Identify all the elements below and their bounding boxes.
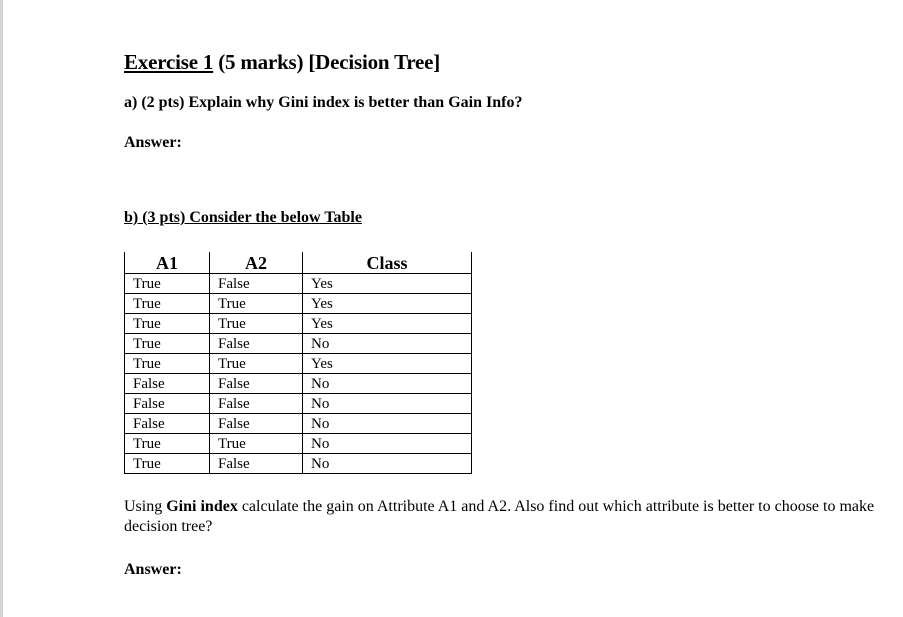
header-a1: A1 <box>125 252 210 274</box>
instruction-pre: Using <box>124 498 167 515</box>
cell-class: Yes <box>303 274 472 294</box>
cell-a2: True <box>210 314 303 334</box>
exercise-title <box>124 50 440 75</box>
exercise-title-main: Exercise 1 <box>124 50 214 74</box>
cell-class: No <box>303 454 472 474</box>
cell-a1: True <box>125 434 210 454</box>
table-row <box>125 394 472 414</box>
cell-class: No <box>303 334 472 354</box>
header-a2: A2 <box>210 252 303 274</box>
instruction-post: calculate the gain on Attribute A1 and A2. Also find out which attribute is better to choose to make decision tree? <box>124 498 875 535</box>
table-row <box>125 314 472 334</box>
cell-a1: True <box>125 354 210 374</box>
header-class: Class <box>303 252 472 274</box>
question-b-heading: b) (3 pts) Consider the below Table <box>124 209 362 226</box>
table-row <box>125 434 472 454</box>
instruction-bold: Gini index <box>166 498 238 515</box>
cell-a1: False <box>125 414 210 434</box>
question-b-instruction <box>124 497 903 537</box>
table-row <box>125 274 472 294</box>
table-row <box>125 354 472 374</box>
table-header-row <box>125 252 472 274</box>
cell-a2: False <box>210 374 303 394</box>
cell-a2: True <box>210 354 303 374</box>
cell-a2: True <box>210 434 303 454</box>
cell-a2: False <box>210 394 303 414</box>
cell-a1: False <box>125 394 210 414</box>
cell-a1: True <box>125 314 210 334</box>
table-row <box>125 414 472 434</box>
table-row <box>125 454 472 474</box>
cell-a1: True <box>125 334 210 354</box>
data-table <box>124 252 472 474</box>
cell-class: Yes <box>303 294 472 314</box>
cell-a1: True <box>125 274 210 294</box>
cell-a1: True <box>125 454 210 474</box>
cell-a2: False <box>210 274 303 294</box>
question-a: a) (2 pts) Explain why Gini index is better than Gain Info? <box>124 94 523 111</box>
cell-a2: False <box>210 334 303 354</box>
cell-class: No <box>303 434 472 454</box>
cell-class: Yes <box>303 354 472 374</box>
exercise-title-rest: (5 marks) [Decision Tree] <box>213 50 441 74</box>
table-row <box>125 294 472 314</box>
cell-class: No <box>303 394 472 414</box>
cell-a2: False <box>210 454 303 474</box>
cell-a2: True <box>210 294 303 314</box>
page-left-edge <box>0 0 3 617</box>
answer-label-a: Answer: <box>124 134 182 151</box>
table-row <box>125 334 472 354</box>
cell-a1: True <box>125 294 210 314</box>
answer-label-b: Answer: <box>124 561 182 578</box>
cell-class: No <box>303 414 472 434</box>
cell-a2: False <box>210 414 303 434</box>
cell-a1: False <box>125 374 210 394</box>
cell-class: No <box>303 374 472 394</box>
cell-class: Yes <box>303 314 472 334</box>
table-row <box>125 374 472 394</box>
